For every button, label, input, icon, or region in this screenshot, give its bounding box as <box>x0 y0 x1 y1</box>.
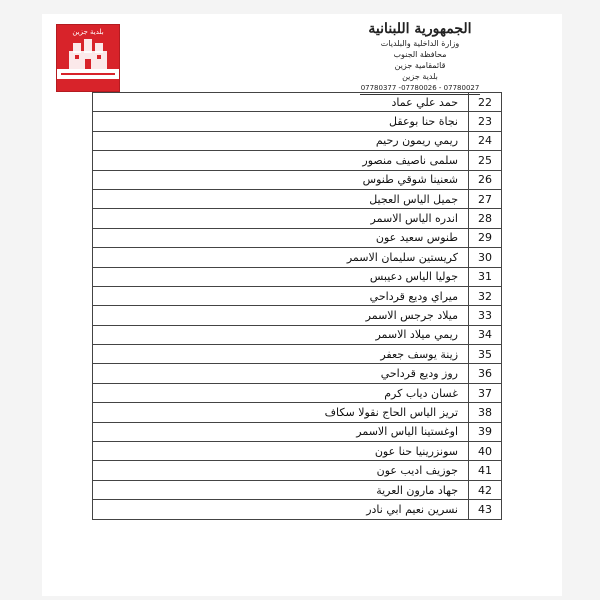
table-row <box>93 345 502 364</box>
phone-numbers: 07780377 -07780026 - 07780027 <box>360 84 480 92</box>
table-row <box>93 442 502 461</box>
row-number: 32 <box>469 286 502 305</box>
names-table <box>92 92 502 520</box>
row-number: 33 <box>469 306 502 325</box>
row-number: 37 <box>469 383 502 402</box>
row-name: ميراي وديع قرداحي <box>93 286 469 305</box>
castle-emblem-icon <box>65 37 111 73</box>
row-number: 22 <box>469 93 502 112</box>
table-row <box>93 209 502 228</box>
row-name: جميل الياس العجيل <box>93 189 469 208</box>
table-row <box>93 383 502 402</box>
row-number: 31 <box>469 267 502 286</box>
table-row <box>93 461 502 480</box>
row-name: اوغستينا الياس الاسمر <box>93 422 469 441</box>
municipality-logo <box>56 24 120 92</box>
table-row <box>93 480 502 499</box>
row-name: اندره الياس الاسمر <box>93 209 469 228</box>
row-name: روز وديع قرداحي <box>93 364 469 383</box>
row-number: 41 <box>469 461 502 480</box>
table-row <box>93 267 502 286</box>
row-number: 36 <box>469 364 502 383</box>
table-row <box>93 286 502 305</box>
table-row <box>93 500 502 519</box>
row-name: جوليا الياس دعيبس <box>93 267 469 286</box>
row-number: 42 <box>469 480 502 499</box>
row-number: 30 <box>469 248 502 267</box>
row-number: 38 <box>469 403 502 422</box>
row-number: 24 <box>469 131 502 150</box>
row-name: ريمي ميلاد الاسمر <box>93 325 469 344</box>
ministry-line: وزارة الداخلية والبلديات <box>380 39 460 48</box>
governorate-line: محافظة الجنوب <box>393 50 447 59</box>
logo-band <box>57 69 119 79</box>
row-number: 25 <box>469 151 502 170</box>
row-name: طنوس سعيد عون <box>93 228 469 247</box>
row-number: 23 <box>469 112 502 131</box>
row-name: ريمي ريمون رحيم <box>93 131 469 150</box>
row-name: تريز الياس الحاج نقولا سكاف <box>93 403 469 422</box>
row-number: 39 <box>469 422 502 441</box>
row-name: كريستين سليمان الاسمر <box>93 248 469 267</box>
table-row <box>93 228 502 247</box>
table-row <box>93 306 502 325</box>
table-row <box>93 131 502 150</box>
row-name: حمد علي عماد <box>93 93 469 112</box>
row-name: زينة يوسف جعفر <box>93 345 469 364</box>
table-row <box>93 403 502 422</box>
row-number: 35 <box>469 345 502 364</box>
table-row <box>93 325 502 344</box>
row-name: نسرين نعيم ابي نادر <box>93 500 469 519</box>
table-row <box>93 364 502 383</box>
row-number: 28 <box>469 209 502 228</box>
row-name: جهاد مارون العرية <box>93 480 469 499</box>
table-row <box>93 151 502 170</box>
municipality-line: بلدية جزين <box>402 72 438 81</box>
row-number: 34 <box>469 325 502 344</box>
row-name: شعنينا شوقي طنوس <box>93 170 469 189</box>
table-row <box>93 93 502 112</box>
republic-title: الجمهورية اللبنانية <box>368 21 472 37</box>
row-name: جوزيف اديب عون <box>93 461 469 480</box>
row-number: 26 <box>469 170 502 189</box>
names-table-body <box>93 93 502 520</box>
row-name: نجاة حنا بوعقل <box>93 112 469 131</box>
table-row <box>93 248 502 267</box>
row-number: 29 <box>469 228 502 247</box>
row-name: ميلاد جرجس الاسمر <box>93 306 469 325</box>
logo-text: بلدية جزين <box>72 28 104 36</box>
row-name: سلمى ناصيف منصور <box>93 151 469 170</box>
table-row <box>93 422 502 441</box>
row-number: 27 <box>469 189 502 208</box>
table-row <box>93 112 502 131</box>
district-line: قائمقامية جزين <box>394 61 446 70</box>
row-number: 40 <box>469 442 502 461</box>
table-row <box>93 170 502 189</box>
table-row <box>93 189 502 208</box>
row-name: سونزرينيا حنا عون <box>93 442 469 461</box>
row-number: 43 <box>469 500 502 519</box>
row-name: غسان دياب كرم <box>93 383 469 402</box>
letterhead <box>310 20 530 95</box>
